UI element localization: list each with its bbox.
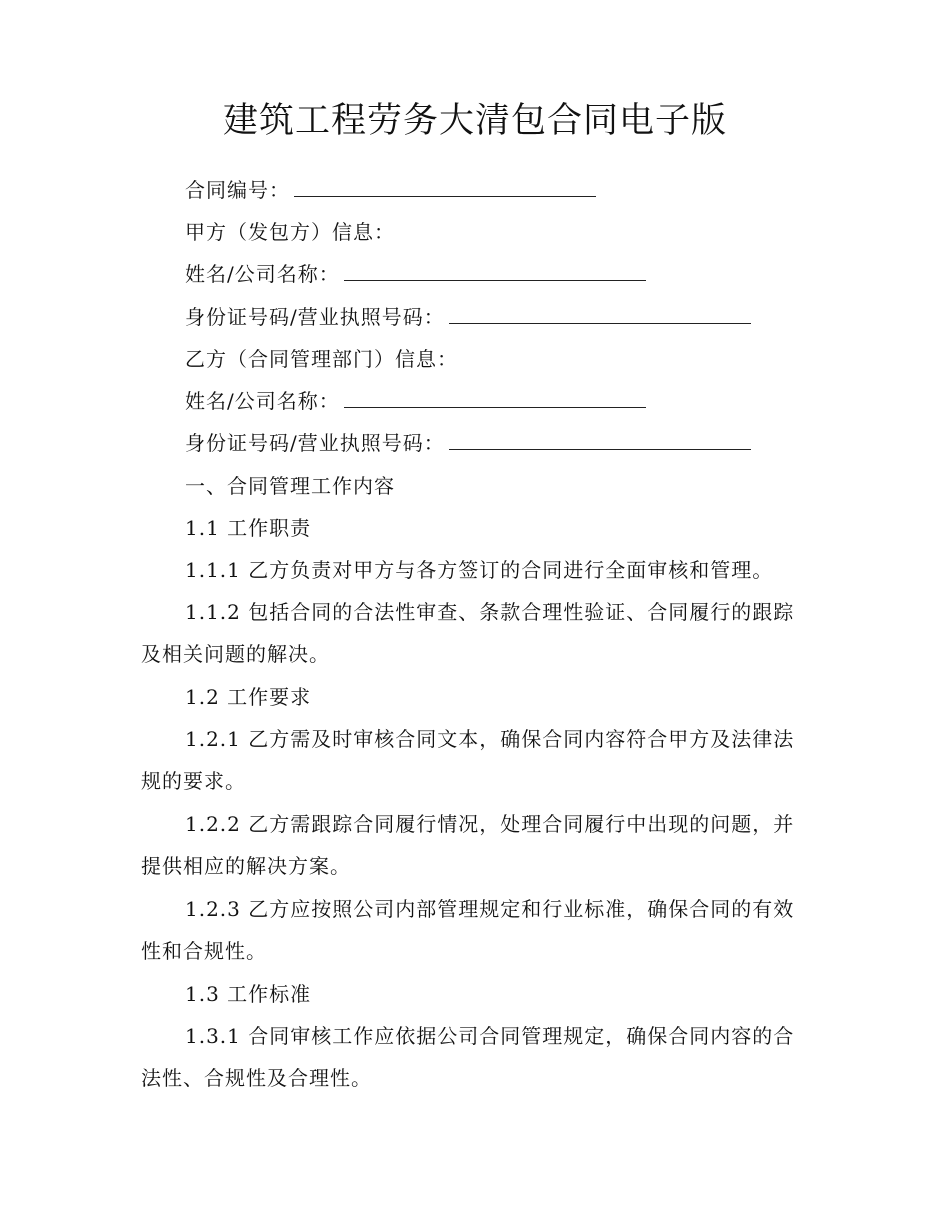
party-b-name-label: 姓名/公司名称： — [185, 389, 340, 413]
party-b-name-blank[interactable] — [344, 387, 646, 408]
clause-1-1-1: 1.1.1 乙方负责对甲方与各方签订的合同进行全面审核和管理。 — [185, 558, 774, 582]
party-a-name-blank[interactable] — [344, 260, 646, 281]
party-b-header: 乙方（合同管理部门）信息： — [185, 347, 458, 371]
party-b-id-label: 身份证号码/营业执照号码： — [185, 431, 445, 455]
party-a-header: 甲方（发包方）信息： — [185, 220, 395, 244]
party-a-id-label: 身份证号码/营业执照号码： — [185, 305, 445, 329]
contract-number-blank[interactable] — [294, 176, 596, 197]
party-a-name-label: 姓名/公司名称： — [185, 262, 340, 286]
contract-number-label: 合同编号： — [185, 178, 290, 202]
party-b-id-field — [185, 429, 751, 457]
party-a-name-field — [185, 260, 646, 288]
subsection-heading-1-1: 1.1 工作职责 — [185, 516, 312, 540]
party-b-name-field — [185, 387, 646, 415]
clause-1-2-2: 1.2.2 乙方需跟踪合同履行情况，处理合同履行中出现的问题，并提供相应的解决方案。 — [141, 812, 795, 878]
subsection-heading-1-2: 1.2 工作要求 — [185, 685, 312, 709]
clause-1-2-3: 1.2.3 乙方应按照公司内部管理规定和行业标准，确保合同的有效性和合规性。 — [141, 897, 795, 963]
clause-1-2-1: 1.2.1 乙方需及时审核合同文本，确保合同内容符合甲方及法律法规的要求。 — [141, 727, 795, 793]
party-a-id-field — [185, 303, 751, 331]
party-b-id-blank[interactable] — [449, 429, 751, 450]
clause-1-1-2: 1.1.2 包括合同的合法性审查、条款合理性验证、合同履行的跟踪及相关问题的解决。 — [141, 600, 795, 666]
document-title: 建筑工程劳务大清包合同电子版 — [222, 101, 727, 141]
section-heading-1: 一、合同管理工作内容 — [185, 474, 395, 498]
contract-number-field — [185, 176, 596, 204]
subsection-heading-1-3: 1.3 工作标准 — [185, 982, 312, 1006]
clause-1-3-1: 1.3.1 合同审核工作应依据公司合同管理规定，确保合同内容的合法性、合规性及合理性。 — [141, 1024, 795, 1090]
party-a-id-blank[interactable] — [449, 303, 751, 324]
